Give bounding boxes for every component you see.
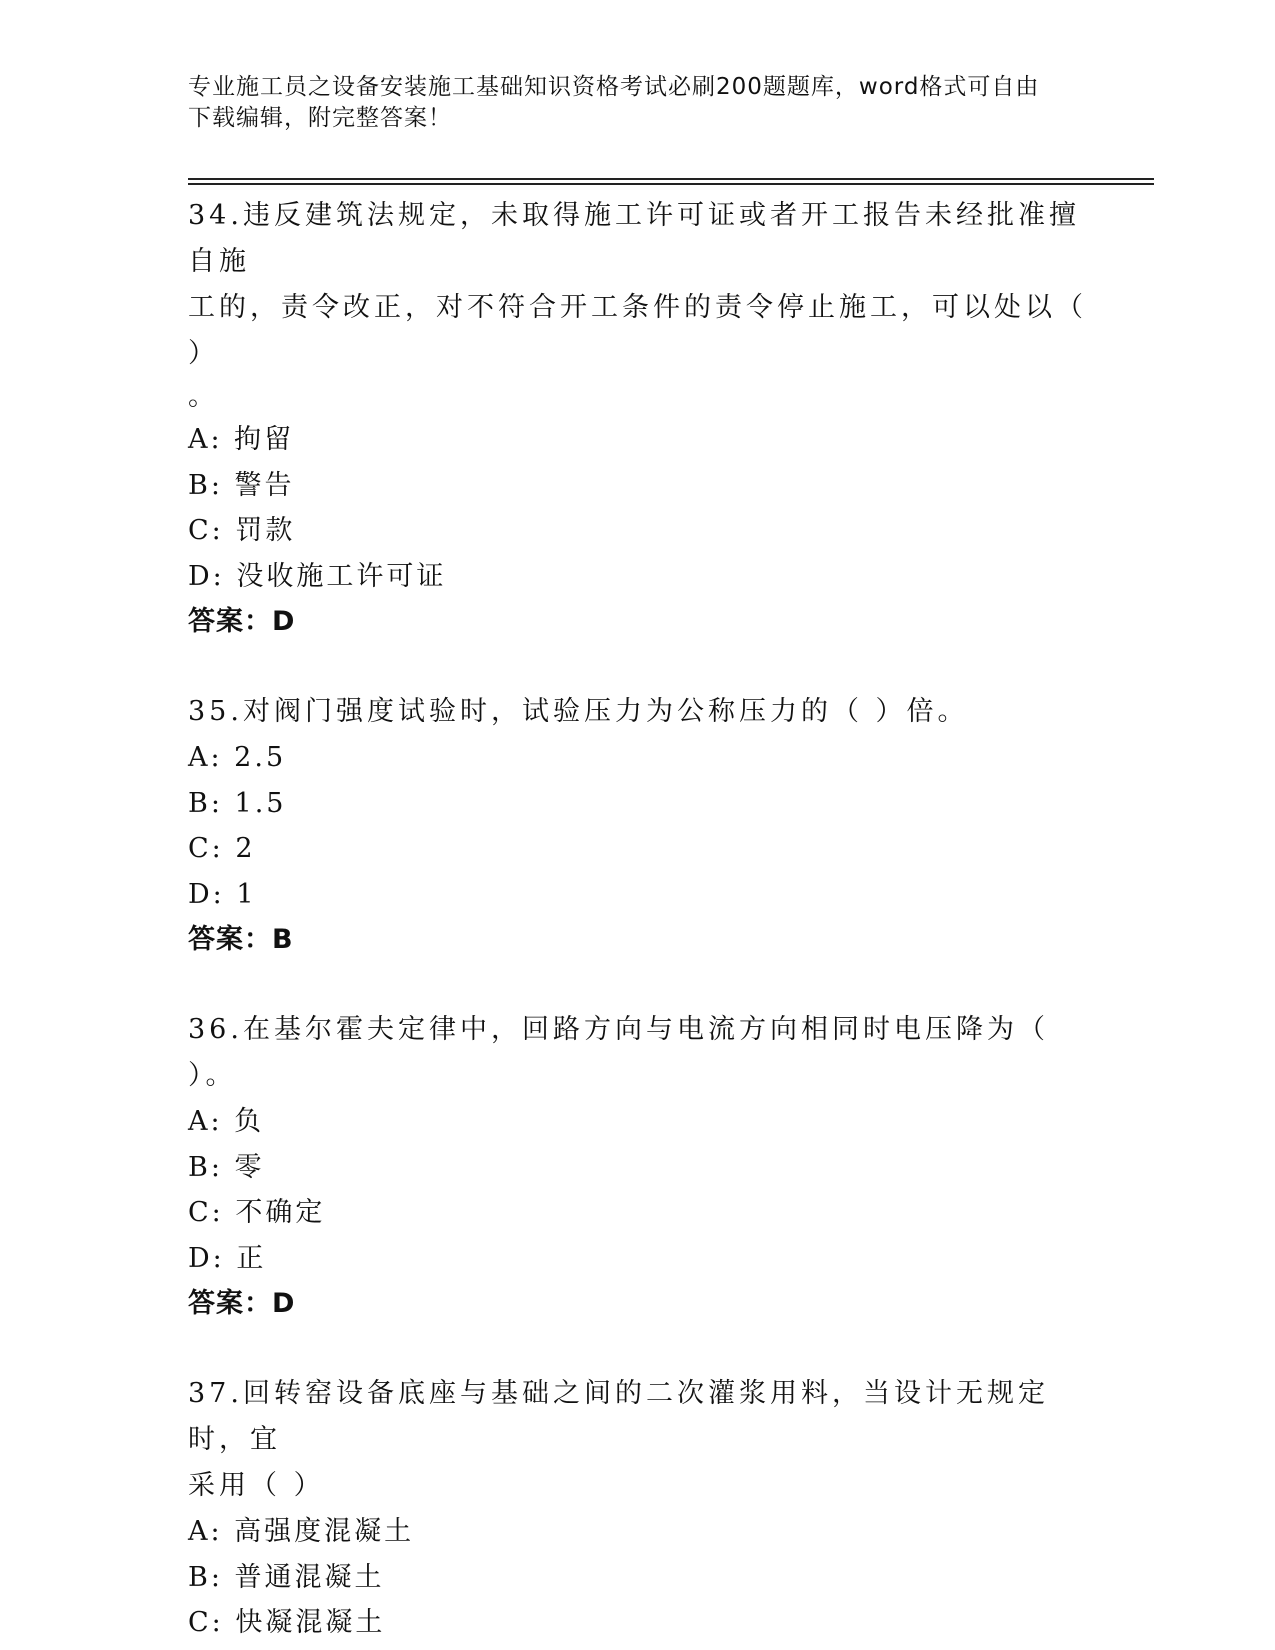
question-37 [188,1371,1088,1646]
option-d: D: 1 [188,878,257,910]
answer-label: 答案：D [188,1288,296,1319]
option-b: B: 警告 [188,469,295,501]
question-spacer [188,645,1088,689]
option-a: A: 高强度混凝土 [188,1516,415,1547]
option-d: D: 正 [188,1242,267,1274]
question-35 [188,689,1088,963]
question-36 [188,1007,1088,1327]
option-b: B: 普通混凝土 [188,1561,385,1593]
header-divider-bottom [188,183,1154,185]
question-stem-line: 采用（ ） [188,1470,325,1501]
option-a: A: 负 [188,1106,265,1137]
question-stem-line: 。 [188,381,219,412]
answer-label: 答案：D [188,606,296,637]
question-stem-line: 34.违反建筑法规定，未取得施工许可证或者开工报告未经批准擅自施 [188,200,1080,277]
header-line-1: 专业施工员之设备安装施工基础知识资格考试必刷200题题库，word格式可自由 [188,74,1040,100]
option-c: C: 2 [188,833,256,864]
question-stem-line: 36.在基尔霍夫定律中，回路方向与电流方向相同时电压降为（ ）。 [188,1014,1049,1091]
question-list [188,193,1088,1646]
question-spacer [188,1327,1088,1371]
header-line-2: 下载编辑，附完整答案！ [188,105,452,131]
question-34 [188,193,1088,645]
option-c: C: 不确定 [188,1197,326,1228]
question-stem-line: 37.回转窑设备底座与基础之间的二次灌浆用料，当设计无规定时，宜 [188,1378,1049,1455]
question-stem-line: 工的，责令改正，对不符合开工条件的责令停止施工，可以处以（ ） [188,292,1087,369]
option-a: A: 拘留 [188,424,295,455]
document-header [188,72,1068,134]
option-d: D: 没收施工许可证 [188,560,447,592]
answer-label: 答案：B [188,924,294,955]
option-c: C: 罚款 [188,515,296,546]
question-stem-line: 35.对阀门强度试验时，试验压力为公称压力的（ ）倍。 [188,696,969,727]
option-b: B: 1.5 [188,787,287,819]
option-a: A: 2.5 [188,742,287,773]
option-c: C: 快凝混凝土 [188,1607,386,1638]
question-spacer [188,963,1088,1007]
header-divider-top [188,178,1154,180]
option-b: B: 零 [188,1151,265,1183]
